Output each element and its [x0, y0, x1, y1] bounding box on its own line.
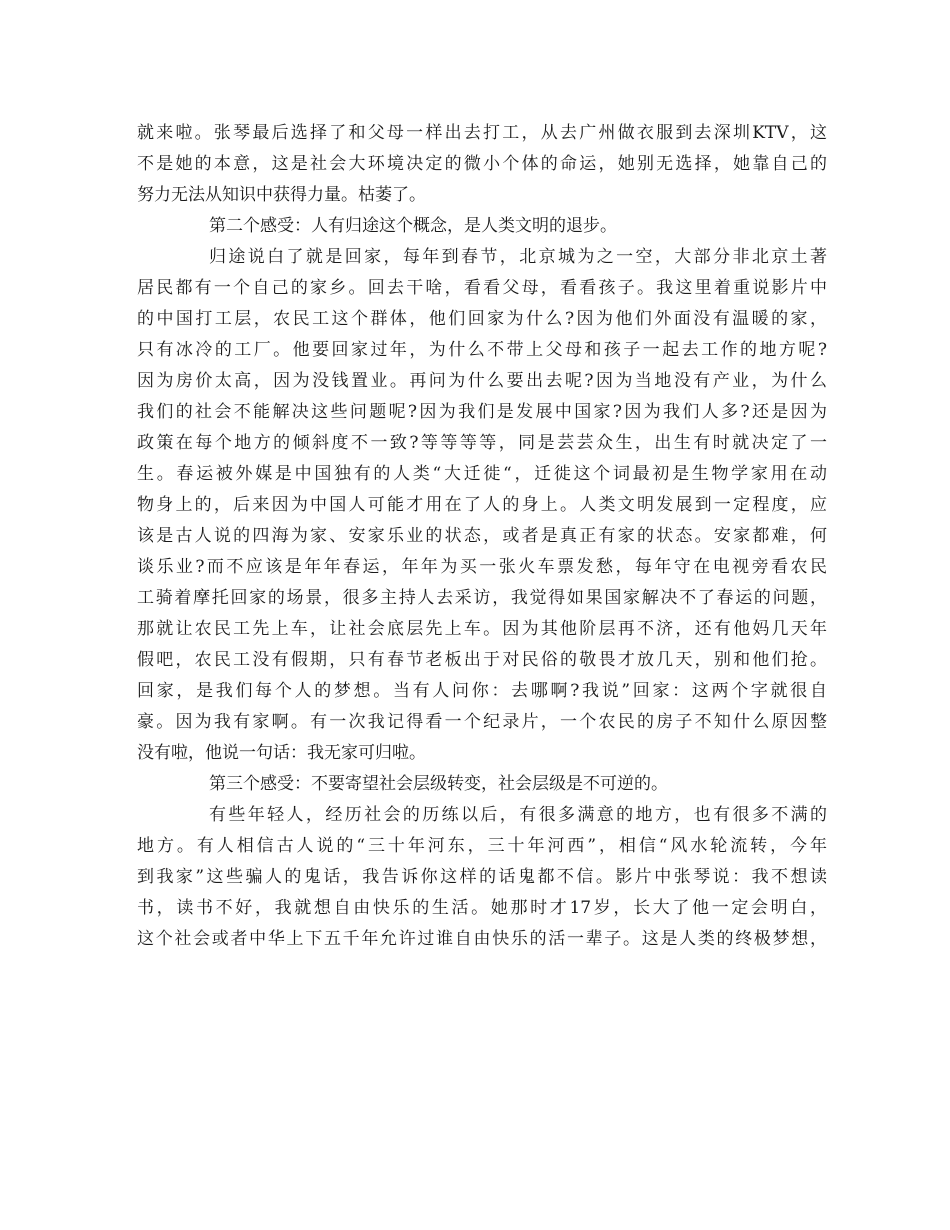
- text-line: 豪。因为我有家啊。有一次我记得看一个纪录片，一个农民的房子不知什么原因整: [137, 712, 827, 732]
- text-line: 生。春运被外媒是中国独有的人类“大迁徙“，迁徙这个词最初是生物学家用在动: [137, 464, 827, 484]
- article-body: [137, 118, 827, 955]
- text-line: 只有冰冷的工厂。他要回家过年，为什么不带上父母和孩子一起去工作的地方呢?: [137, 340, 827, 360]
- text-line: 就来啦。张琴最后选择了和父母一样出去打工，从去广州做衣服到去深圳KTV，这: [137, 123, 827, 143]
- text-line: 的中国打工层，农民工这个群体，他们回家为什么?因为他们外面没有温暖的家，: [137, 309, 827, 329]
- section-heading-2: 第二个感受：人有归途这个概念，是人类文明的退步。: [209, 216, 617, 236]
- text-line: 这个社会或者中华上下五千年允许过谁自由快乐的活一辈子。这是人类的终极梦想，: [137, 929, 827, 949]
- text-line: 政策在每个地方的倾斜度不一致?等等等等，同是芸芸众生，出生有时就决定了一: [137, 433, 827, 453]
- text-line: 书，读书不好，我就想自由快乐的生活。她那时才17岁，长大了他一定会明白，: [137, 898, 827, 918]
- text-line: 归途说白了就是回家，每年到春节，北京城为之一空，大部分非北京土著: [209, 247, 827, 267]
- text-line: 那就让农民工先上车，让社会底层先上车。因为其他阶层再不济，还有他妈几天年: [137, 619, 827, 639]
- text-line: 回家，是我们每个人的梦想。当有人问你：去哪啊?我说”回家：这两个字就很自: [137, 681, 827, 701]
- text-line: 假吧，农民工没有假期，只有春节老板出于对民俗的敬畏才放几天，别和他们抢。: [137, 650, 827, 670]
- text-line: 地方。有人相信古人说的“三十年河东，三十年河西”，相信“风水轮流转，今年: [137, 836, 827, 856]
- text-line: 我们的社会不能解决这些问题呢?因为我们是发展中国家?因为我们人多?还是因为: [137, 402, 827, 422]
- text-line: 有些年轻人，经历社会的历练以后，有很多满意的地方，也有很多不满的: [209, 805, 827, 825]
- text-line: 没有啦，他说一句话：我无家可归啦。: [137, 743, 426, 763]
- text-line: 工骑着摩托回家的场景，很多主持人去采访，我觉得如果国家解决不了春运的问题，: [137, 588, 827, 608]
- text-line: 到我家”这些骗人的鬼话，我告诉你这样的话鬼都不信。影片中张琴说：我不想读: [137, 867, 827, 887]
- text-line: 该是古人说的四海为家、安家乐业的状态，或者是真正有家的状态。安家都难，何: [137, 526, 827, 546]
- text-line: 努力无法从知识中获得力量。枯萎了。: [137, 185, 426, 205]
- text-line: 不是她的本意，这是社会大环境决定的微小个体的命运，她别无选择，她靠自己的: [137, 154, 827, 174]
- section-heading-3: 第三个感受：不要寄望社会层级转变，社会层级是不可逆的。: [209, 774, 668, 794]
- text-line: 物身上的，后来因为中国人可能才用在了人的身上。人类文明发展到一定程度，应: [137, 495, 827, 515]
- text-line: 因为房价太高，因为没钱置业。再问为什么要出去呢?因为当地没有产业，为什么: [137, 371, 827, 391]
- text-line: 谈乐业?而不应该是年年春运，年年为买一张火车票发愁，每年守在电视旁看农民: [137, 557, 827, 577]
- text-line: 居民都有一个自己的家乡。回去干啥，看看父母，看看孩子。我这里着重说影片中: [137, 278, 827, 298]
